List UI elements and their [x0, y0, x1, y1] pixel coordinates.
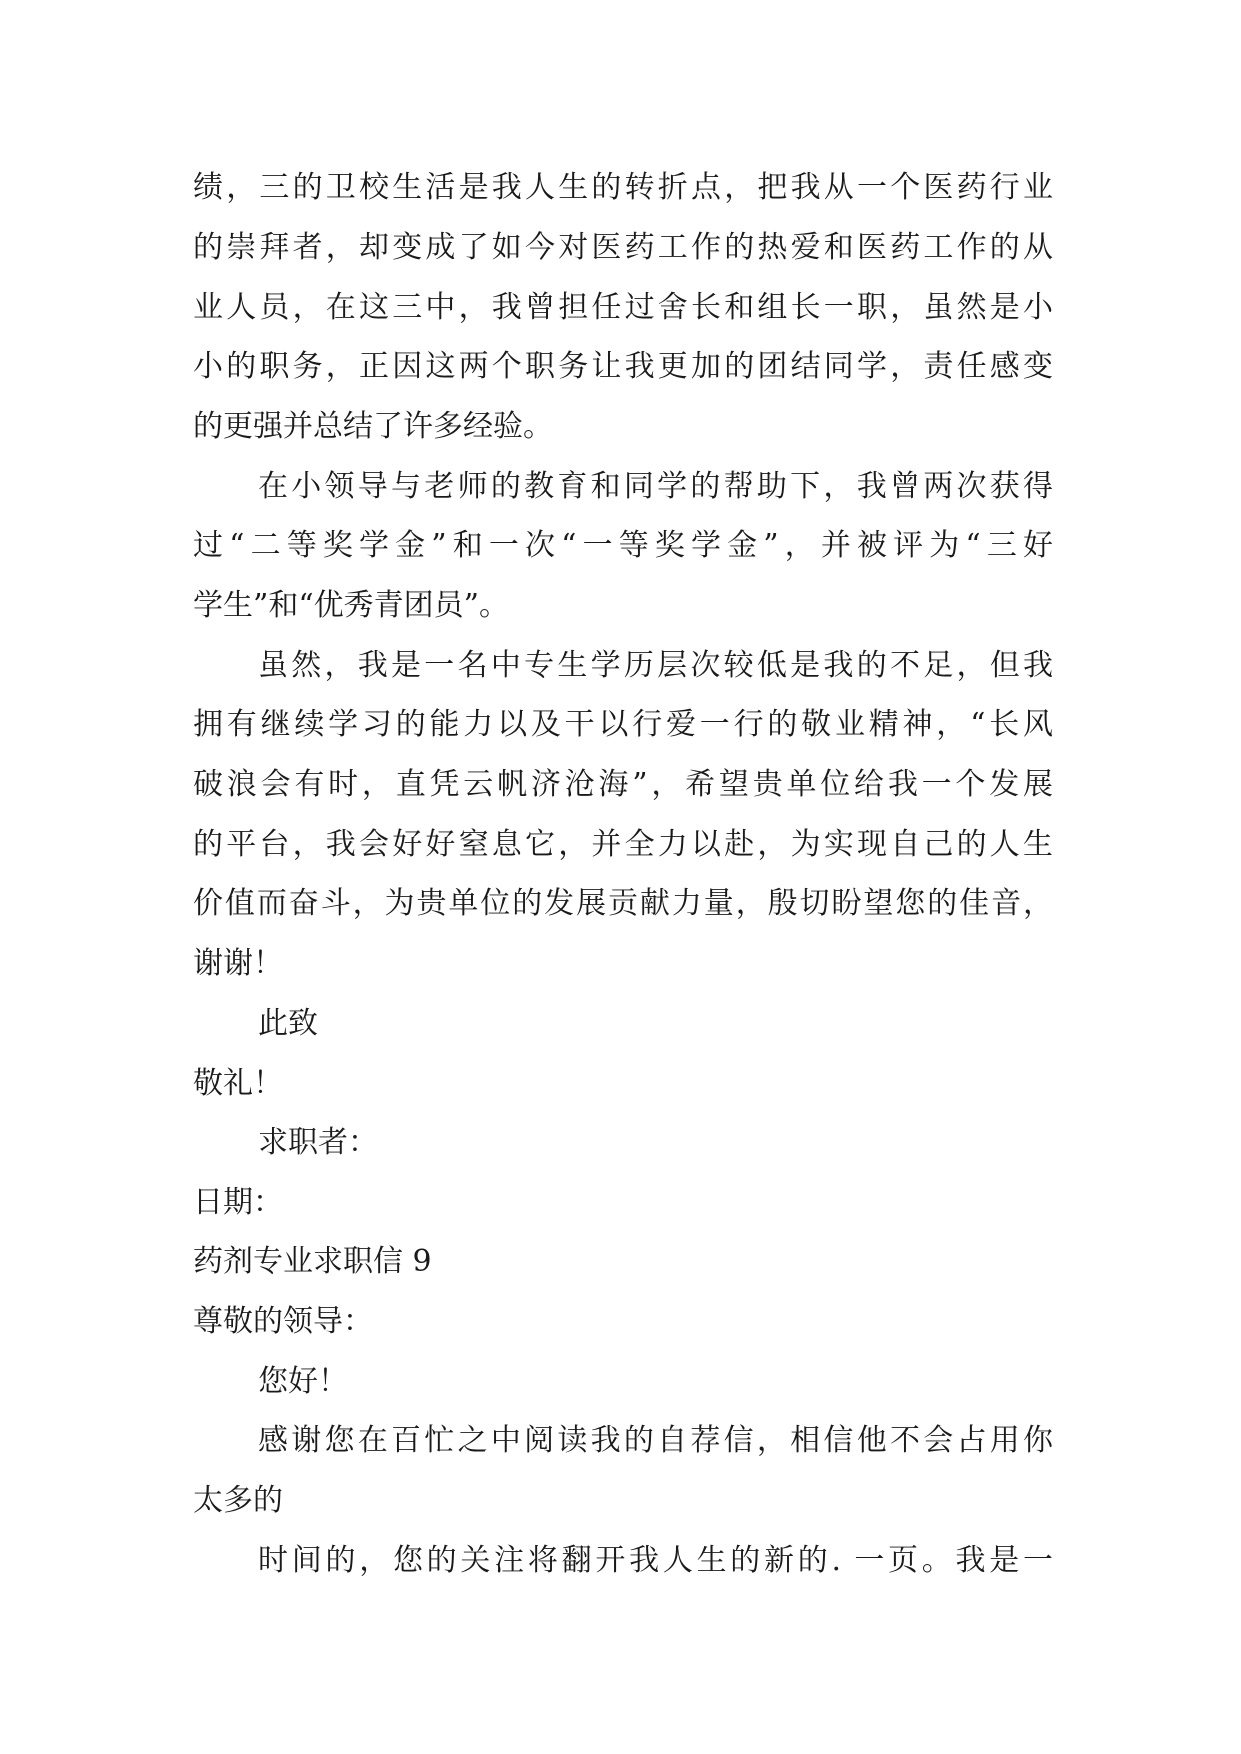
greeting-hello: 您好！: [258, 1364, 348, 1399]
text-line: 太多的: [193, 1483, 283, 1518]
text-line: 的平台，我会好好窒息它，并全力以赴，为实现自己的人生: [193, 827, 1053, 862]
text-line: 小的职务，正因这两个职务让我更加的团结同学，责任感变: [193, 349, 1053, 384]
text-line: 过“二等奖学金”和一次“一等奖学金”，并被评为“三好: [193, 528, 1053, 563]
paragraph-start-line: 虽然，我是一名中专生学历层次较低是我的不足，但我: [258, 648, 1053, 683]
paragraph-start-line: 时间的，您的关注将翻开我人生的新的. 一页。我是一: [258, 1543, 1053, 1578]
text-line: 的更强并总结了许多经验。: [193, 409, 553, 444]
text-line: 破浪会有时，直凭云帆济沧海”，希望贵单位给我一个发展: [193, 767, 1053, 802]
closing-regards: 敬礼！: [193, 1066, 283, 1101]
closing-salutation: 此致: [258, 1006, 318, 1041]
text-line: 业人员，在这三中，我曾担任过舍长和组长一职，虽然是小: [193, 290, 1053, 325]
text-line: 拥有继续学习的能力以及干以行爱一行的敬业精神，“长风: [193, 707, 1053, 742]
text-line: 价值而奋斗，为贵单位的发展贡献力量，殷切盼望您的佳音，: [193, 886, 1053, 921]
date-label: 日期：: [193, 1185, 283, 1220]
paragraph-start-line: 感谢您在百忙之中阅读我的自荐信，相信他不会占用你: [258, 1423, 1053, 1458]
greeting: 尊敬的领导：: [193, 1304, 373, 1339]
section-title: 药剂专业求职信 9: [193, 1244, 432, 1279]
paragraph-start-line: 在小领导与老师的教育和同学的帮助下，我曾两次获得: [258, 469, 1053, 504]
text-line: 谢谢！: [193, 946, 283, 981]
text-line: 绩，三的卫校生活是我人生的转折点，把我从一个医药行业: [193, 170, 1053, 205]
text-line: 的崇拜者，却变成了如今对医药工作的热爱和医药工作的从: [193, 230, 1053, 265]
text-line: 学生”和“优秀青团员”。: [193, 588, 510, 623]
applicant-signature-label: 求职者：: [258, 1125, 378, 1160]
